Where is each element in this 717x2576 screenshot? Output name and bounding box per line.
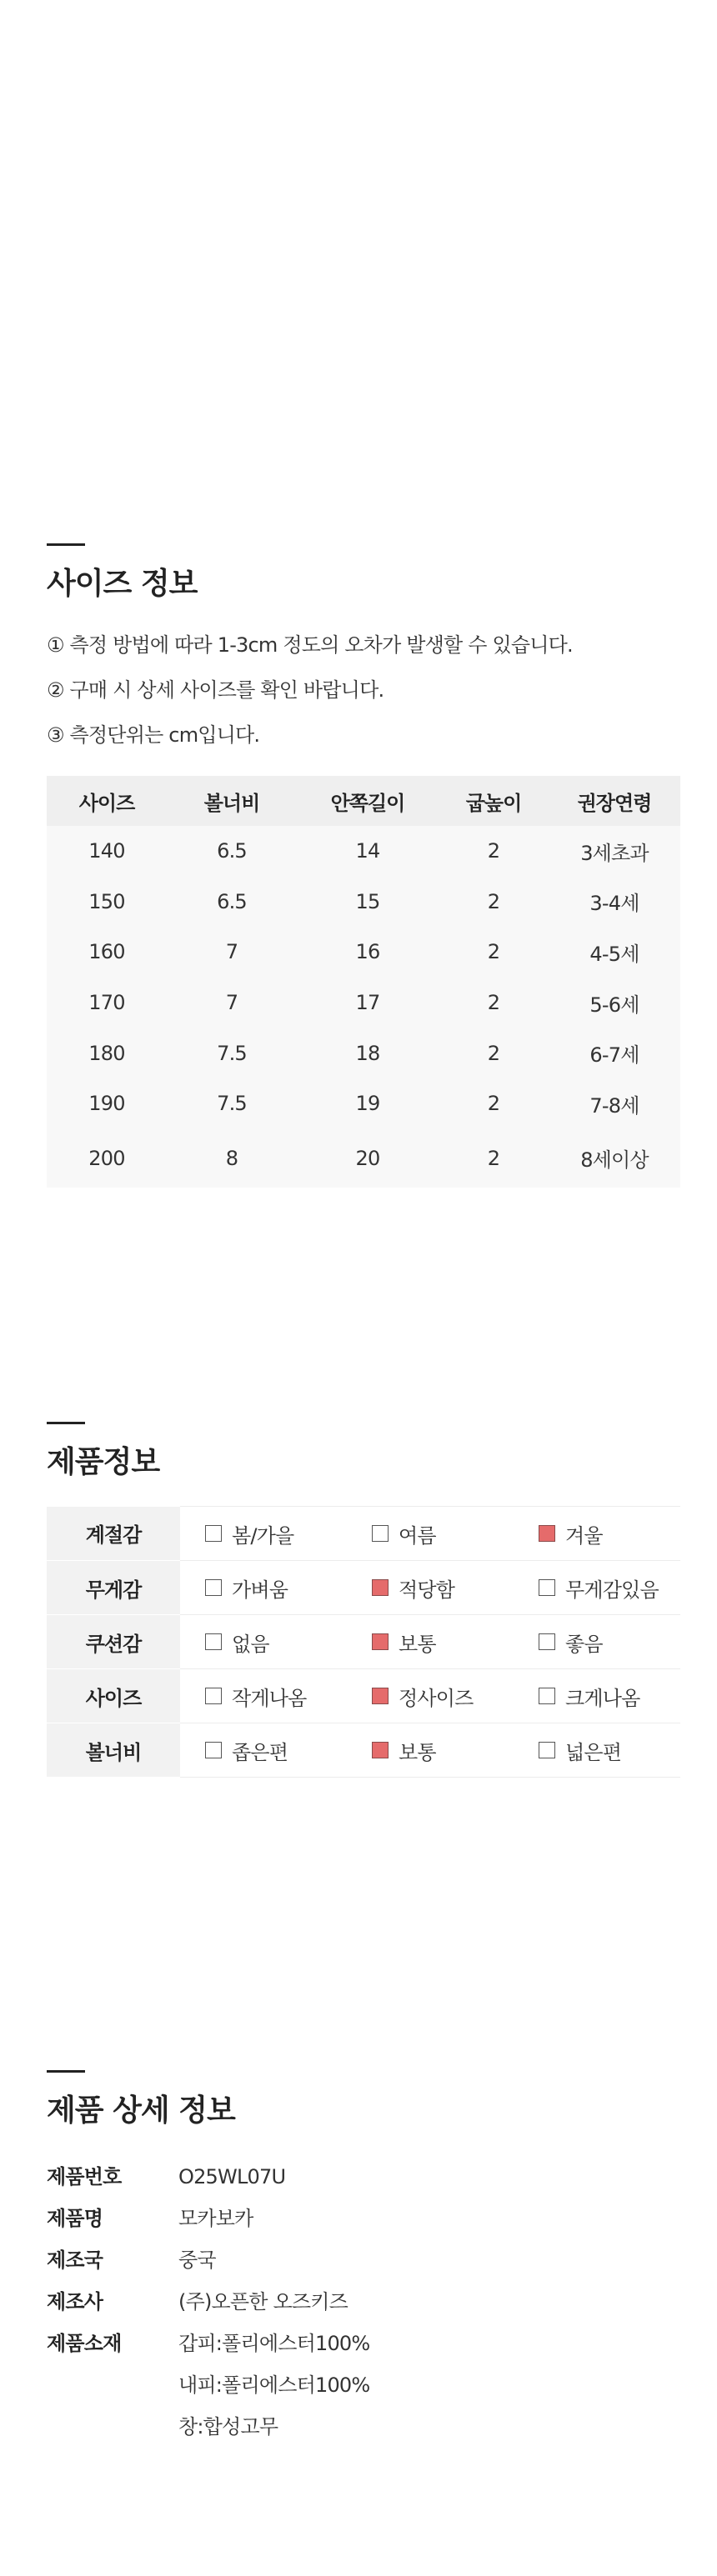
detail-label: 제조사 [47, 2290, 103, 2313]
product-info-row [47, 1507, 680, 1561]
cell-size: 170 [88, 991, 125, 1015]
row-label: 사이즈 [47, 1669, 180, 1723]
cell-inner-length: 15 [355, 889, 380, 913]
option-label: 정사이즈 [399, 1686, 474, 1710]
detail-value: O25WL07U [178, 2165, 286, 2188]
table-row [47, 877, 680, 928]
section-divider-bar [47, 543, 85, 546]
checkbox-icon [372, 1525, 389, 1542]
option [180, 1736, 347, 1765]
product-info-row [47, 1723, 680, 1778]
cell-heel-height: 2 [487, 940, 500, 964]
option [514, 1682, 680, 1711]
option [347, 1628, 514, 1657]
cell-ball-width: 6.5 [217, 839, 247, 863]
product-detail-list [47, 2156, 680, 2448]
cell-inner-length: 18 [355, 1041, 380, 1065]
size-info-title: 사이즈 정보 [47, 567, 198, 601]
option-label: 적당함 [399, 1578, 455, 1602]
checkbox-icon [205, 1633, 222, 1650]
option-label: 없음 [232, 1632, 269, 1656]
table-row [47, 978, 680, 1028]
section-divider-bar [47, 1422, 85, 1424]
detail-value: 갑피:폴리에스터100% [178, 2332, 370, 2355]
cell-heel-height: 2 [487, 1041, 500, 1065]
product-info-section [47, 1422, 680, 1778]
option-label: 넓은편 [565, 1740, 622, 1764]
cell-recommended-age: 5-6세 [589, 993, 639, 1017]
product-detail-section [47, 2070, 680, 2448]
cell-inner-length: 20 [355, 1146, 380, 1170]
checkbox-icon [372, 1633, 389, 1650]
detail-value: 중국 [178, 2248, 216, 2272]
option [514, 1519, 680, 1548]
option [347, 1736, 514, 1765]
option-label: 봄/가을 [232, 1523, 294, 1548]
size-note: ② 구매 시 상세 사이즈를 확인 바랍니다. [47, 678, 384, 702]
table-row [47, 1129, 680, 1188]
cell-recommended-age: 3-4세 [589, 892, 639, 916]
option-label: 좁은편 [232, 1740, 288, 1764]
table-row [47, 826, 680, 877]
row-label: 계절감 [47, 1507, 180, 1561]
option-label: 가벼움 [232, 1578, 288, 1602]
row-label: 볼너비 [47, 1723, 180, 1778]
detail-label: 제조국 [47, 2248, 103, 2272]
product-info-table [47, 1506, 680, 1778]
option [180, 1682, 347, 1711]
option [347, 1682, 514, 1711]
cell-heel-height: 2 [487, 889, 500, 913]
section-divider-bar [47, 2070, 85, 2073]
checkbox-icon [372, 1688, 389, 1704]
cell-ball-width: 7 [225, 940, 238, 964]
checkbox-icon [539, 1742, 555, 1758]
detail-label: 제품번호 [47, 2165, 122, 2188]
table-row [47, 927, 680, 978]
option-label: 작게나옴 [232, 1686, 307, 1710]
cell-size: 150 [88, 889, 125, 913]
checkbox-icon [205, 1688, 222, 1704]
cell-recommended-age: 7-8세 [589, 1093, 639, 1118]
cell-size: 140 [88, 839, 125, 863]
size-note: ① 측정 방법에 따라 1-3cm 정도의 오차가 발생할 수 있습니다. [47, 633, 573, 657]
product-detail-title: 제품 상세 정보 [47, 2093, 235, 2128]
checkbox-icon [372, 1742, 389, 1758]
option-label: 무게감있음 [565, 1578, 659, 1602]
detail-row-material [47, 2323, 680, 2448]
checkbox-icon [539, 1579, 555, 1596]
checkbox-icon [205, 1742, 222, 1758]
option [347, 1519, 514, 1548]
header-size: 사이즈 [47, 776, 167, 826]
option [514, 1628, 680, 1657]
option [347, 1573, 514, 1603]
row-label: 무게감 [47, 1561, 180, 1615]
table-row [47, 1078, 680, 1129]
cell-ball-width: 7.5 [217, 1041, 247, 1065]
cell-ball-width: 7.5 [217, 1092, 247, 1116]
cell-inner-length: 14 [355, 839, 380, 863]
product-info-row [47, 1615, 680, 1669]
option-label: 겨울 [565, 1523, 603, 1548]
option [180, 1573, 347, 1603]
size-table-header-row [47, 776, 680, 826]
cell-heel-height: 2 [487, 1092, 500, 1116]
cell-size: 190 [88, 1092, 125, 1116]
cell-inner-length: 19 [355, 1092, 380, 1116]
size-note: ③ 측정단위는 cm입니다. [47, 723, 260, 747]
option-label: 크게나옴 [565, 1686, 640, 1710]
option [514, 1736, 680, 1765]
checkbox-icon [205, 1525, 222, 1542]
option-label: 좋음 [565, 1632, 603, 1656]
cell-inner-length: 16 [355, 940, 380, 964]
cell-ball-width: 8 [225, 1146, 238, 1170]
size-info-section [47, 543, 680, 1188]
product-info-title: 제품정보 [47, 1445, 160, 1479]
header-ball-width: 볼너비 [167, 776, 297, 826]
product-info-row [47, 1561, 680, 1615]
header-recommended-age: 권장연령 [549, 776, 680, 826]
detail-label: 제품소재 [47, 2332, 122, 2355]
detail-label: 제품명 [47, 2207, 103, 2230]
option [514, 1573, 680, 1603]
detail-row-country [47, 2239, 680, 2281]
checkbox-icon [539, 1688, 555, 1704]
detail-row-manufacturer [47, 2281, 680, 2323]
cell-size: 180 [88, 1041, 125, 1065]
header-inner-length: 안쪽길이 [297, 776, 439, 826]
size-notes [47, 623, 680, 758]
cell-size: 160 [88, 940, 125, 964]
cell-recommended-age: 6-7세 [589, 1043, 639, 1068]
size-table [47, 776, 680, 1188]
cell-recommended-age: 4-5세 [589, 942, 639, 966]
row-label: 쿠션감 [47, 1615, 180, 1669]
detail-row-product-number [47, 2156, 680, 2198]
checkbox-icon [205, 1579, 222, 1596]
cell-inner-length: 17 [355, 991, 380, 1015]
detail-value: 창:합성고무 [178, 2415, 278, 2438]
option [180, 1519, 347, 1548]
cell-heel-height: 2 [487, 1146, 500, 1170]
detail-value: 모카보카 [178, 2207, 253, 2230]
detail-value: (주)오픈한 오즈키즈 [178, 2290, 348, 2313]
option-label: 보통 [399, 1632, 436, 1656]
cell-heel-height: 2 [487, 991, 500, 1015]
option-label: 보통 [399, 1740, 436, 1764]
cell-ball-width: 7 [225, 991, 238, 1015]
detail-row-product-name [47, 2198, 680, 2239]
checkbox-icon [539, 1525, 555, 1542]
table-row [47, 1028, 680, 1078]
cell-recommended-age: 8세이상 [580, 1148, 649, 1173]
product-info-row [47, 1669, 680, 1723]
option [180, 1628, 347, 1657]
cell-heel-height: 2 [487, 839, 500, 863]
cell-size: 200 [88, 1146, 125, 1170]
cell-ball-width: 6.5 [217, 889, 247, 913]
option-label: 여름 [399, 1523, 436, 1548]
detail-value: 내피:폴리에스터100% [178, 2373, 370, 2397]
cell-recommended-age: 3세초과 [580, 841, 649, 865]
checkbox-icon [372, 1579, 389, 1596]
checkbox-icon [539, 1633, 555, 1650]
header-heel-height: 굽높이 [439, 776, 549, 826]
